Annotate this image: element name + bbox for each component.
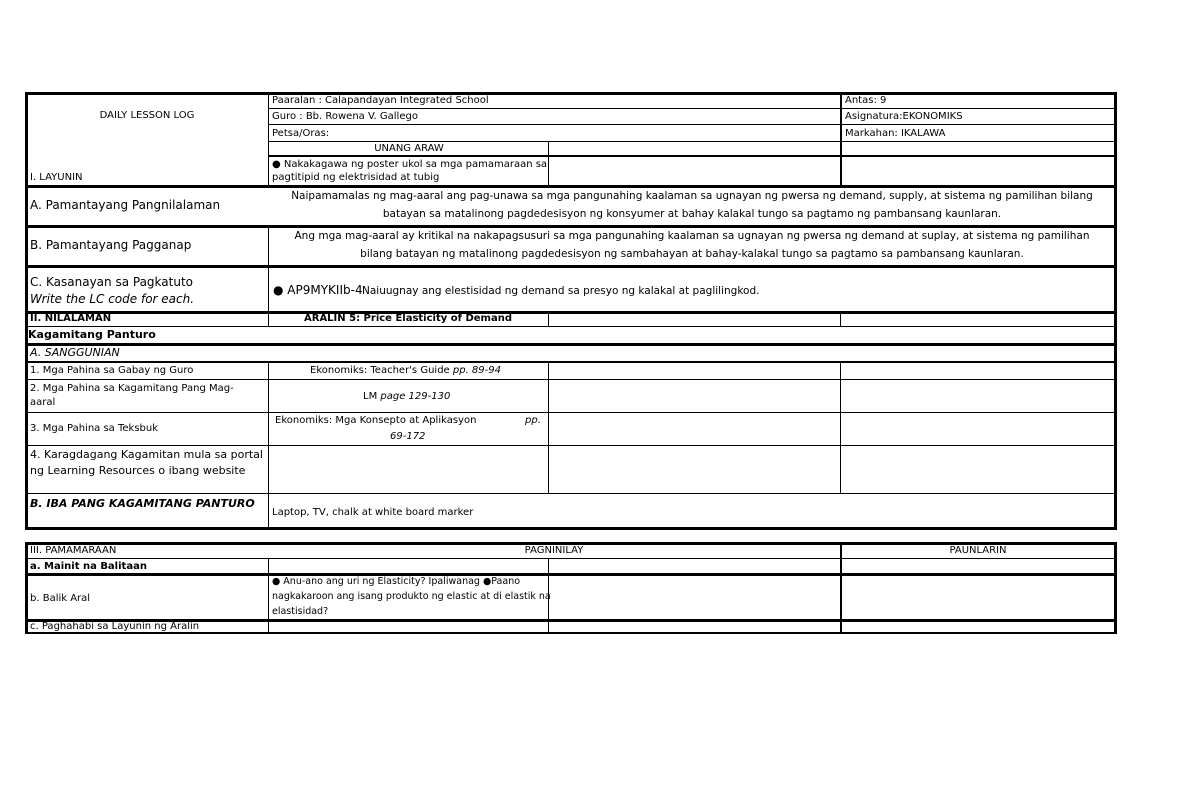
pangnilalaman-line1: Naipamamalas ng mag-aaral ang pag-unawa sa mga pangunahing kaalaman sa ugnayan ng pwersa ng demand, supply, at sistema ng pamilihan bilang xyxy=(291,190,1093,202)
row-divider xyxy=(25,573,1117,576)
row-divider xyxy=(25,493,1117,494)
row-divider xyxy=(25,445,1117,446)
row-divider xyxy=(25,326,1117,327)
ref-row2-label: 2. Mga Pahina sa Kagamitang Pang Mag- xyxy=(30,383,234,394)
ref-row4-label-cont: ng Learning Resources o ibang website xyxy=(30,464,246,477)
ref-row1-label: 1. Mga Pahina sa Gabay ng Guro xyxy=(30,365,194,376)
layunin-label: I. LAYUNIN xyxy=(30,172,83,183)
row-divider xyxy=(25,185,1117,188)
layunin-bullet-line1: ● Nakakagawa ng poster ukol sa mga pamamaraan sa xyxy=(272,159,548,170)
ref-row3-value: Ekonomiks: Mga Konsepto at Aplikasyon xyxy=(275,415,477,426)
teacher-field: Guro : Bb. Rowena V. Gallego xyxy=(272,111,418,122)
iba-kagamitan-label: B. IBA PANG KAGAMITANG PANTURO xyxy=(30,497,255,510)
row-divider xyxy=(25,412,1117,413)
kasanayan-label: C. Kasanayan sa Pagkatuto xyxy=(30,275,193,289)
pagganap-line1: Ang mga mag-aaral ay kritikal na nakapagsusuri sa mga pangunahing kaalaman sa ugnayan ng pwersa ng demand at suplay, at sistema ng pamilihan xyxy=(294,230,1090,242)
table-bottom-border xyxy=(25,527,1117,530)
row-divider xyxy=(25,225,1117,228)
nilalaman-label: II. NILALAMAN xyxy=(30,313,112,324)
pangnilalaman-line2: batayan sa matalinong pagdedesisyon ng konsyumer at bahay kalakal tungo sa pagtamo ng pambansang kaunlaran. xyxy=(382,208,1002,220)
balik-aral-line2: nagkakaroon ang isang produkto ng elastic at di elastik na xyxy=(272,591,551,602)
sanggunian-label: A. SANGGUNIAN xyxy=(30,346,120,359)
row-divider xyxy=(25,311,1117,314)
ref-row2-value: LM page 129-130 xyxy=(363,391,451,402)
col-divider xyxy=(268,361,269,527)
col-divider xyxy=(268,92,269,185)
row-divider xyxy=(25,265,1117,268)
row-divider xyxy=(25,361,1117,363)
row-divider xyxy=(268,141,1116,142)
paghahabi-label: c. Paghahabi sa Layunin ng Aralin xyxy=(30,621,200,632)
grade-field: Antas: 9 xyxy=(845,95,887,106)
col-divider xyxy=(840,311,841,326)
lc-code: ● AP9MYKIIb-4 xyxy=(273,283,363,297)
quarter-field: Markahan: IKALAWA xyxy=(845,128,946,139)
log-title: DAILY LESSON LOG xyxy=(99,110,195,121)
ref-row3-pp: pp. xyxy=(525,415,541,426)
ref-row2-label-cont: aaral xyxy=(30,397,56,408)
balik-aral-label: b. Balik Aral xyxy=(30,593,91,604)
subject-field: Asignatura:EKONOMIKS xyxy=(845,111,963,122)
pangnilalaman-label: A. Pamantayang Pangnilalaman xyxy=(30,198,221,212)
col-divider xyxy=(548,141,549,185)
col-divider xyxy=(840,361,841,493)
iba-kagamitan-value: Laptop, TV, chalk at white board marker xyxy=(272,507,474,518)
lc-description: Naiuugnay ang elestisidad ng demand sa presyo ng kalakal at paglilingkod. xyxy=(362,285,760,297)
pagganap-line2: bilang batayan ng matalinong pagdedesisyon ng sambahayan at bahay-kalakal tungo sa pagtamo sa pambansang kaunlaran. xyxy=(360,248,1024,260)
paunlarin-header: PAUNLARIN xyxy=(949,545,1007,556)
col-divider xyxy=(268,558,269,632)
row-divider xyxy=(25,558,1117,559)
ref-row3-pages: 69-172 xyxy=(390,431,426,442)
ref-row1-value: Ekonomiks: Teacher's Guide pp. 89-94 xyxy=(310,365,501,376)
table-top-border xyxy=(25,92,1117,95)
col-divider xyxy=(840,92,842,185)
kasanayan-sublabel: Write the LC code for each. xyxy=(30,292,195,306)
day-header: UNANG ARAW xyxy=(374,143,444,154)
date-field: Petsa/Oras: xyxy=(272,128,330,139)
row-divider xyxy=(25,343,1117,346)
ref-row3-label: 3. Mga Pahina sa Teksbuk xyxy=(30,423,159,434)
balik-aral-line1: ● Anu-ano ang uri ng Elasticity? Ipaliwanag ●Paano xyxy=(272,576,521,587)
row-divider xyxy=(25,379,1117,380)
layunin-bullet-line2: pagtitipid ng elektrisidad at tubig xyxy=(272,172,440,183)
col-divider xyxy=(268,311,269,326)
col-divider xyxy=(548,311,549,326)
col-divider xyxy=(548,361,549,493)
row-divider xyxy=(268,124,1116,125)
pagganap-label: B. Pamantayang Pagganap xyxy=(30,238,192,252)
col-divider xyxy=(268,225,269,311)
aralin-title: ARALIN 5: Price Elasticity of Demand xyxy=(304,313,512,324)
row-divider xyxy=(268,155,1116,157)
school-field: Paaralan : Calapandayan Integrated School xyxy=(272,95,489,106)
ref-row4-label: 4. Karagdagang Kagamitan mula sa portal xyxy=(30,448,263,461)
mainit-na-balitaan-label: a. Mainit na Balitaan xyxy=(30,561,147,572)
kagamitan-label: Kagamitang Panturo xyxy=(28,328,156,341)
pamamaraan-label: III. PAMAMARAAN xyxy=(30,545,117,556)
pagninilay-header: PAGNINILAY xyxy=(524,545,584,556)
row-divider xyxy=(268,108,1116,109)
balik-aral-line3: elastisidad? xyxy=(272,606,329,617)
